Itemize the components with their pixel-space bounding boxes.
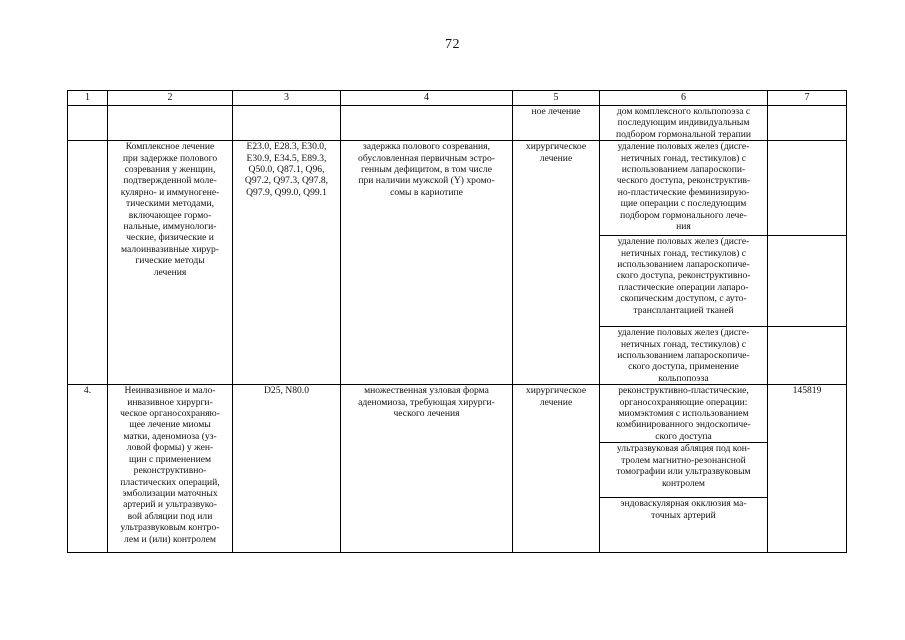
treatment-name-cell: Неинвазивное и мало- инвазивное хирурги- ческое органосохраняю- щее лечение миомы матки, аденомиоза (уз- ловой формы) у жен- щин с применением реконструктивно- пластических операций, эмболизации маточных артерий и ультразвуко- вой абляции под или ультразвуковым контро- лем и (или) контролем xyxy=(108,385,233,553)
table-row xyxy=(68,385,847,443)
treatment-type-cell: ное лечение xyxy=(513,106,600,141)
cost-cell xyxy=(768,236,847,327)
table-row xyxy=(68,106,847,141)
method-cell: удаление половых желез (дисге- нетичных гонад, тестикулов) с использованием лапароскопиче- ского доступа, применение кольпопоэза xyxy=(600,327,768,385)
method-cell: эндоваскулярная окклюзия ма- точных артерий xyxy=(600,498,768,553)
column-header: 6 xyxy=(600,91,768,106)
method-cell: дом комплексного кольпопоэза с последующим индивидуальным подбором гормональной терапии xyxy=(600,106,768,141)
icd-codes-cell: E23.0, E28.3, E30.0, E30.9, E34.5, E89.3, Q50.0, Q87.1, Q96, Q97.2, Q97.3, Q97.8, Q97.9, Q99.0, Q99.1 xyxy=(233,141,341,385)
treatment-type-cell: хирургическое лечение xyxy=(513,141,600,385)
table-cell xyxy=(68,106,108,141)
column-header: 4 xyxy=(341,91,513,106)
cost-cell xyxy=(768,327,847,385)
treatment-type-cell: хирургическое лечение xyxy=(513,385,600,553)
number-cell: 4. xyxy=(68,385,108,553)
method-cell: ультразвуковая абляция под кон- тролем магнитно-резонансной томографии или ультразвуковым контролем xyxy=(600,443,768,498)
table-cell xyxy=(108,106,233,141)
icd-codes-cell: D25, N80.0 xyxy=(233,385,341,553)
method-cell: удаление половых желез (дисге- нетичных гонад, тестикулов) с использованием лапароскопи- ческого доступа, реконструктив- но-пластические феминизирую- щие операции с последующим подбором гормонального лече- ния xyxy=(600,141,768,236)
table-cell xyxy=(768,106,847,141)
table-cell xyxy=(341,106,513,141)
method-cell: реконструктивно-пластические, органосохраняющие операции: миомэктомия с использованием комбинированного эндоскопиче- ского доступа xyxy=(600,385,768,443)
column-header: 3 xyxy=(233,91,341,106)
patient-model-cell: множественная узловая форма аденомиоза, требующая хирурги- ческого лечения xyxy=(341,385,513,553)
cost-cell: 145819 xyxy=(768,385,847,553)
cost-cell xyxy=(768,141,847,236)
column-header: 1 xyxy=(68,91,108,106)
table-cell xyxy=(233,106,341,141)
patient-model-cell: задержка полового созревания, обусловленная первичным эстро- генным дефицитом, в том числе при наличии мужской (Y) хромо- сомы в кариотипе xyxy=(341,141,513,385)
treatment-table xyxy=(67,90,847,553)
treatment-name-cell: Комплексное лечение при задержке полового созревания у женщин, подтвержденной моле- кулярно- и иммуногене- тическими методами, включающее гормо- нальные, иммунологи- ческие, физические и малоинвазивные хирур- гические методы лечения xyxy=(108,141,233,385)
column-header: 2 xyxy=(108,91,233,106)
table-row xyxy=(68,141,847,236)
column-header: 7 xyxy=(768,91,847,106)
number-cell xyxy=(68,141,108,385)
column-header: 5 xyxy=(513,91,600,106)
header-row xyxy=(68,91,847,106)
method-cell: удаление половых желез (дисге- нетичных гонад, тестикулов) с использованием лапароскопиче- ского доступа, реконструктивно- пластические операции лапаро- скопическим доступом, с ауто- трансплантацией тканей xyxy=(600,236,768,327)
page-number: 72 xyxy=(445,37,460,52)
